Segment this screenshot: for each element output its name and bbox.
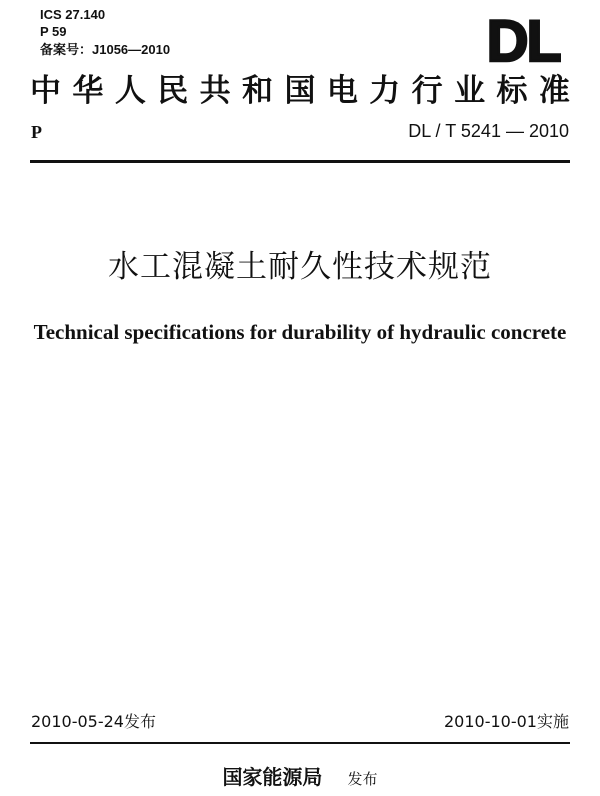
issuer-line [0,765,600,791]
ics-code: ICS 27.140 [40,7,106,22]
classification-letter: P [31,122,42,142]
standard-number: DL / T 5241 — 2010 [408,121,569,141]
national-title-character: 准 [538,73,570,109]
english-title: Technical specifications for durability of hydraulic concrete [33,320,567,344]
ccs-code: P 59 [40,24,67,39]
national-standard-title [30,72,570,110]
national-title-character: 标 [496,73,528,109]
national-title-character: 华 [72,73,104,109]
national-title-character: 共 [199,73,231,109]
implement-date: 2010-10-01实施 [444,712,569,731]
date-horizontal-rule [30,742,570,744]
dl-logo-text: DL [486,13,560,63]
national-title-character: 电 [326,73,358,109]
record-number: 备案号：J1056—2010 [40,42,171,57]
publish-date: 2010-05-24发布 [31,712,156,731]
issuer-name: 国家能源局 [222,765,323,789]
national-title-character: 行 [411,73,443,109]
dl-logo [443,13,561,63]
national-title-character: 力 [369,73,401,109]
national-title-character: 民 [157,73,189,109]
national-title-character: 国 [284,73,316,109]
national-title-character: 业 [454,73,486,109]
national-title-character: 中 [30,73,61,109]
dl-logo-mark [443,13,561,63]
issuer-action: 发布 [347,770,378,788]
national-title-character: 人 [114,73,146,109]
top-horizontal-rule [30,160,570,163]
chinese-title: 水工混凝土耐久性技术规范 [108,249,492,285]
national-title-character: 和 [242,73,274,109]
